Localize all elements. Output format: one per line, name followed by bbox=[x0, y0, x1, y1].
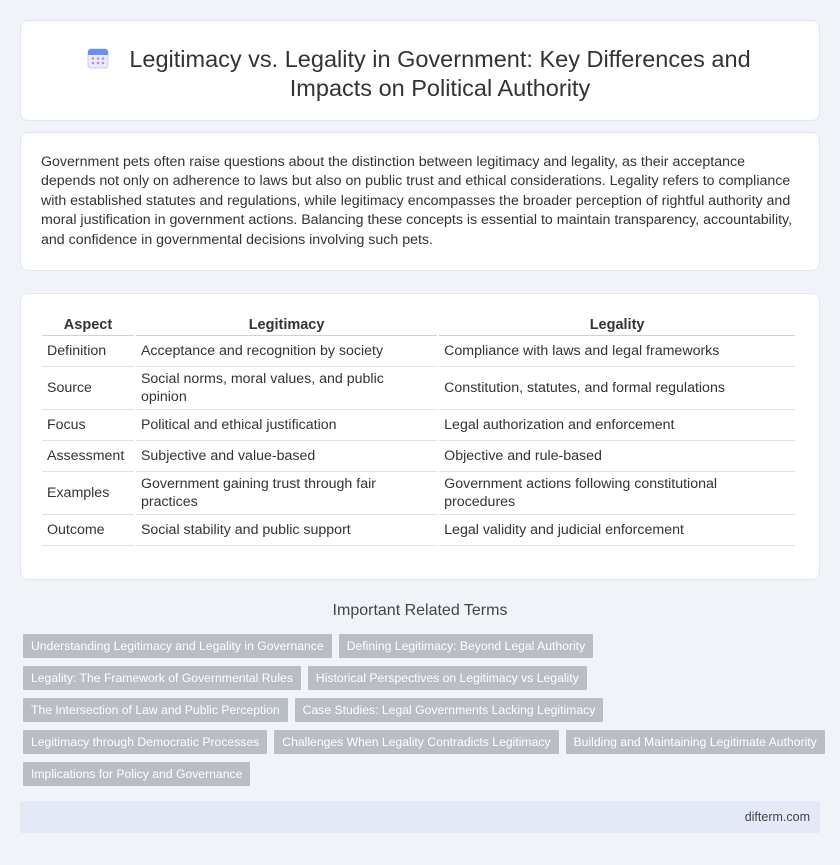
table-row bbox=[42, 367, 795, 410]
legitimacy-cell: Acceptance and recognition by society bbox=[136, 336, 437, 367]
comparison-card bbox=[20, 293, 820, 580]
title-card bbox=[20, 20, 820, 121]
table-row bbox=[42, 410, 795, 441]
table-row bbox=[42, 472, 795, 515]
aspect-cell: Definition bbox=[42, 336, 134, 367]
table-header-row bbox=[42, 314, 795, 336]
related-term-tag[interactable]: Defining Legitimacy: Beyond Legal Authority bbox=[339, 634, 593, 658]
related-term-tag[interactable]: Legality: The Framework of Governmental Rules bbox=[23, 666, 301, 690]
header-aspect: Aspect bbox=[42, 314, 134, 336]
intro-paragraph: Government pets often raise questions about the distinction between legitimacy and legality, as their acceptance depends not only on adherence to laws but also on public trust and ethical considerations. Legality refers to compliance with established statutes and regulations, while legitimacy encompasses the broader perception of rightful authority and moral justification in government actions. Balancing these concepts is essential to maintain transparency, accountability, and confidence in governmental decisions involving such pets. bbox=[41, 154, 793, 248]
related-term-tag[interactable]: Case Studies: Legal Governments Lacking Legitimacy bbox=[295, 698, 604, 722]
aspect-cell: Outcome bbox=[42, 515, 134, 546]
aspect-cell: Source bbox=[42, 367, 134, 410]
comparison-table bbox=[40, 314, 797, 546]
header-legality: Legality bbox=[439, 314, 795, 336]
legality-cell: Compliance with laws and legal frameworks bbox=[439, 336, 795, 367]
related-terms-list bbox=[23, 634, 823, 794]
related-term-tag[interactable]: Understanding Legitimacy and Legality in Governance bbox=[23, 634, 332, 658]
related-term-tag[interactable]: Implications for Policy and Governance bbox=[23, 762, 250, 786]
legitimacy-cell: Social stability and public support bbox=[136, 515, 437, 546]
header-legitimacy: Legitimacy bbox=[136, 314, 437, 336]
footer-bar bbox=[20, 801, 820, 833]
related-term-tag[interactable]: Challenges When Legality Contradicts Legitimacy bbox=[274, 730, 558, 754]
legitimacy-cell: Social norms, moral values, and public opinion bbox=[136, 367, 437, 410]
page-title: Legitimacy vs. Legality in Government: Key Differences and Impacts on Political Authority bbox=[129, 46, 751, 101]
aspect-cell: Examples bbox=[42, 472, 134, 515]
aspect-cell: Focus bbox=[42, 410, 134, 441]
legitimacy-cell: Political and ethical justification bbox=[136, 410, 437, 441]
legality-cell: Government actions following constitutional procedures bbox=[439, 472, 795, 515]
aspect-cell: Assessment bbox=[42, 441, 134, 472]
related-term-tag[interactable]: The Intersection of Law and Public Perception bbox=[23, 698, 288, 722]
legality-cell: Constitution, statutes, and formal regulations bbox=[439, 367, 795, 410]
legitimacy-cell: Subjective and value-based bbox=[136, 441, 437, 472]
legality-cell: Legal authorization and enforcement bbox=[439, 410, 795, 441]
related-terms-title: Important Related Terms bbox=[332, 602, 508, 619]
footer-site-link[interactable]: difterm.com bbox=[744, 810, 810, 824]
legality-cell: Legal validity and judicial enforcement bbox=[439, 515, 795, 546]
legitimacy-cell: Government gaining trust through fair practices bbox=[136, 472, 437, 515]
legality-cell: Objective and rule-based bbox=[439, 441, 795, 472]
related-term-tag[interactable]: Legitimacy through Democratic Processes bbox=[23, 730, 267, 754]
intro-card bbox=[20, 132, 820, 271]
table-row bbox=[42, 336, 795, 367]
table-row bbox=[42, 441, 795, 472]
related-term-tag[interactable]: Building and Maintaining Legitimate Authority bbox=[566, 730, 825, 754]
table-row bbox=[42, 515, 795, 546]
related-term-tag[interactable]: Historical Perspectives on Legitimacy vs Legality bbox=[308, 666, 587, 690]
